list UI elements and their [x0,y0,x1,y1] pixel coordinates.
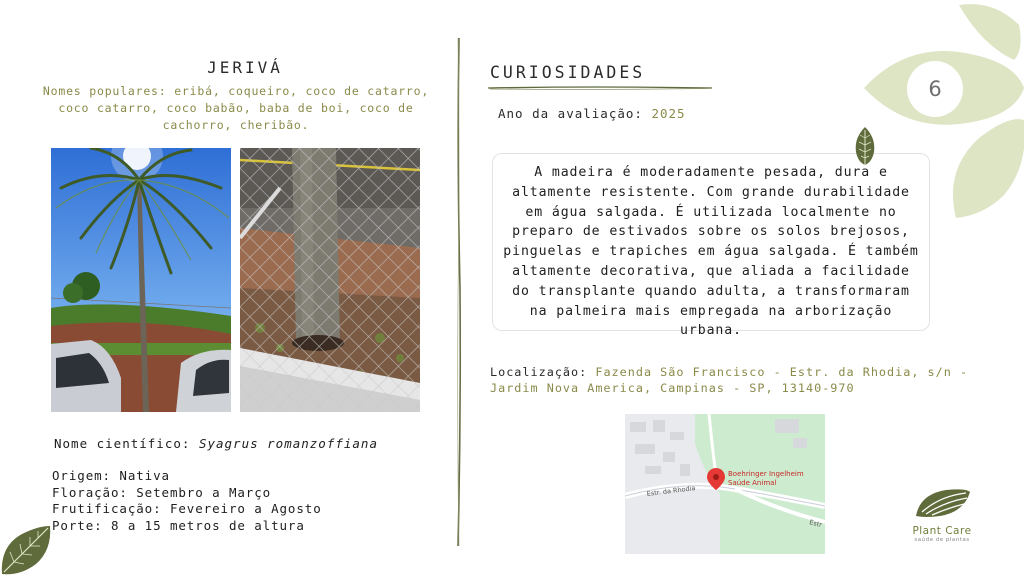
map-place-name: Boehringer Ingelheim [728,470,804,478]
leaf-icon [0,524,54,576]
scientific-label: Nome científico: [54,436,199,451]
palm-trunk-photo [240,148,420,412]
palm-tree-photo [51,148,231,412]
popular-names: Nomes populares: eribá, coqueiro, coco de catarro, coco catarro, coco babão, baba de boi, coco de cachorro, cheribão. [42,84,430,132]
column-divider [453,38,465,546]
plant-name: JERIVÁ [207,58,283,77]
location-value: Fazenda São Francisco - Estr. da Rhodia, s/n - Jardim Nova America, Campinas - SP, 13140-970 [490,365,969,395]
map-road-label: Estr. da Rhodia [646,484,696,498]
scientific-name-line [54,436,378,451]
year-value: 2025 [651,106,686,121]
location-map[interactable] [625,414,825,554]
scientific-name: Syagrus romanzoffiana [198,436,378,451]
curiosities-text: A madeira é moderadamente pesada, dura e altamente resistente. Com grande durabilidade em água salgada. É utilizada localmente no preparo de estivados sobre os solos brejosos, pinguelas e trapiches em água salgada. É também altamente decorativa, que aliada a facilidade do transplante quando adulta, a transformaram na palmeira mais empregada na arborização urbana. [503,165,919,339]
fact-flowering: Floração: Setembro a Março [52,484,272,500]
fact-fruiting: Frutificação: Fevereiro a Agosto [52,501,322,516]
map-road-label-2: Estr [808,518,823,530]
year-label: Ano da avaliação: [498,106,652,121]
map-place-name-2: Saúde Animal [728,479,777,487]
evaluation-year [498,106,686,121]
title-underline [488,85,712,91]
fact-size: Porte: 8 a 15 metros de altura [52,517,305,533]
section-title: CURIOSIDADES [490,63,646,82]
plant-facts [52,468,322,534]
logo-leaf-icon [912,486,972,520]
logo-name: Plant Care [912,525,972,537]
logo-tagline: saúde de plantas [914,537,970,543]
small-leaf-icon [852,126,878,166]
location-label: Localização: [490,365,596,379]
location [490,365,980,396]
page-number: 6 [907,61,963,117]
fact-origin: Origem: Nativa [52,468,170,483]
plant-care-logo [900,486,984,546]
